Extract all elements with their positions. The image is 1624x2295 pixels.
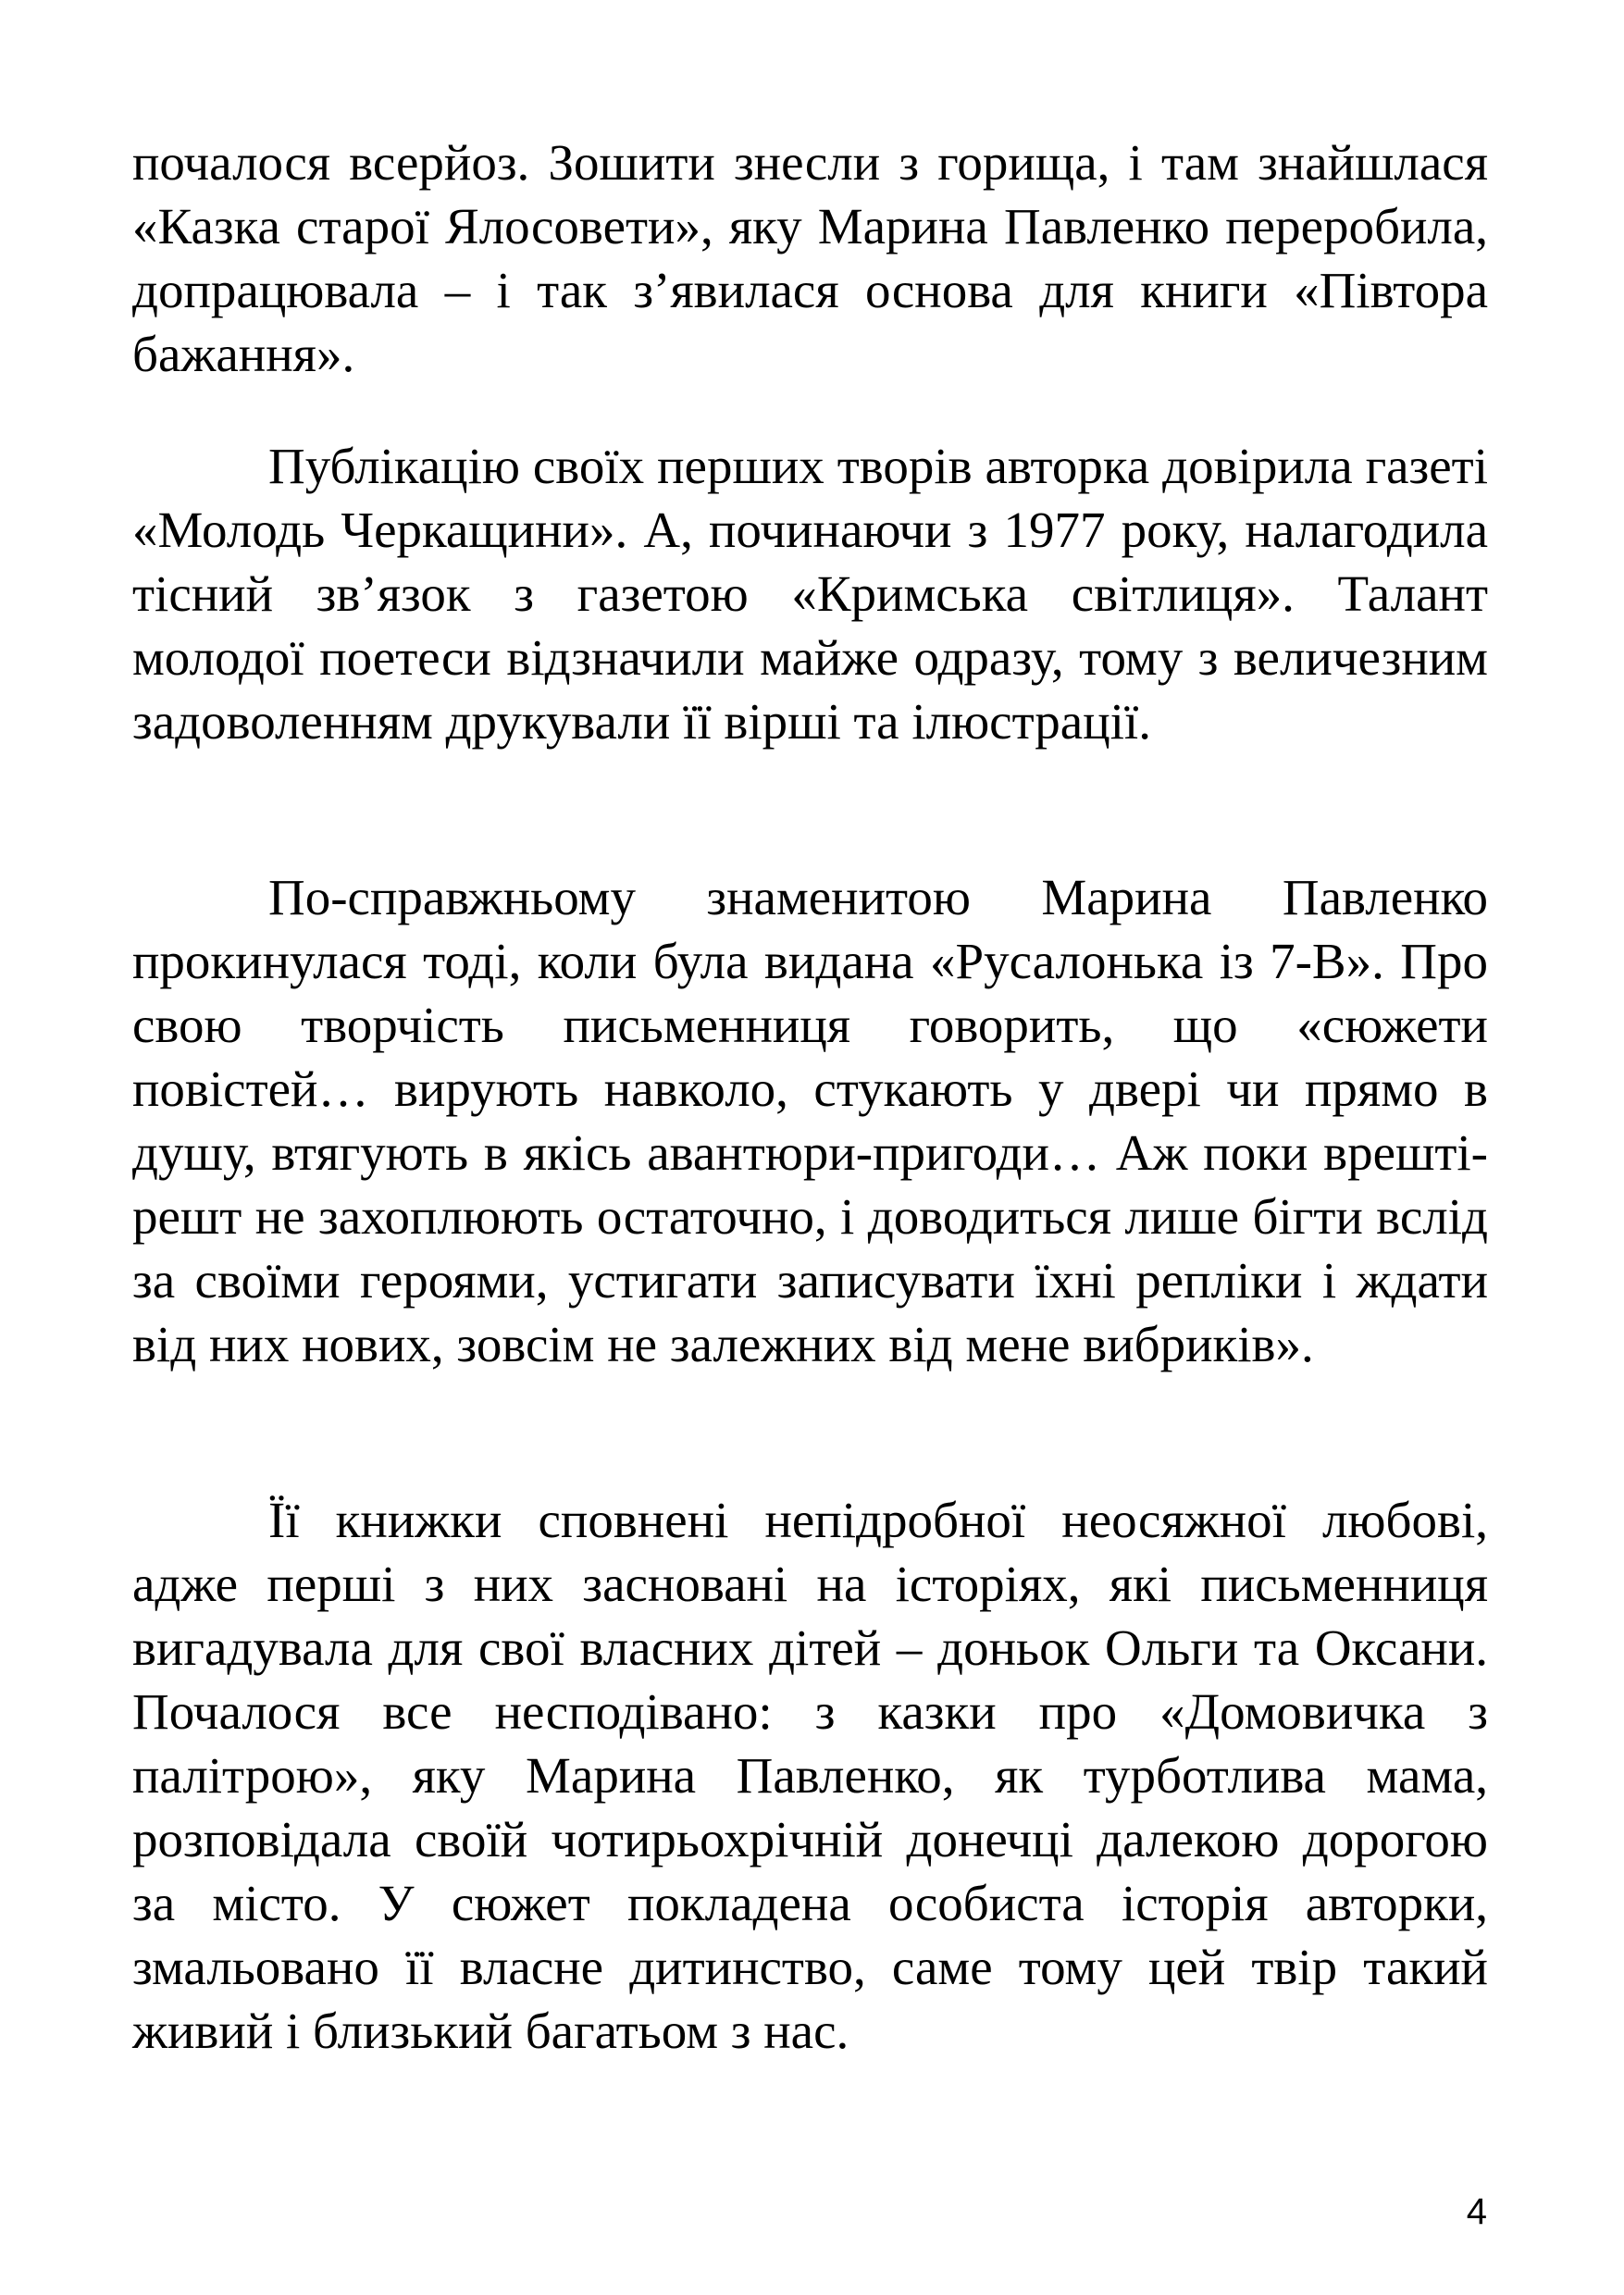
paragraph-4	[132, 1488, 1488, 2063]
paragraph-4-text: Її книжки сповнені непідробної неосяжної любові, адже перші з них засновані на історіях, які письменниця вигадувала для свої власних дітей – доньок Ольги та Оксани. Почалося все несподівано: з казки про «Домовичка з палітрою», яку Марина Павленко, як турботлива мама, розповідала своїй чотирьохрічній донечці далекою дорогою за місто. У сюжет покладена особиста історія авторки, змальовано її власне дитинство, саме тому цей твір такий живий і близький багатьом з нас.	[132, 1492, 1488, 2059]
paragraph-3	[132, 865, 1488, 1376]
paragraph-1-text: почалося всерйоз. Зошити знесли з горища, і там знайшлася «Казка старої Ялосовети», яку Марина Павленко переробила, допрацювала – і так з’явилася основа для книги «Півтора бажання».	[132, 134, 1488, 382]
paragraph-2-text: Публікацію своїх перших творів авторка довірила газеті «Молодь Черкащини». А, починаючи з 1977 року, налагодила тісний зв’язок з газетою «Кримська світлиця». Талант молодої поетеси відзначили майже одразу, тому з величезним задоволенням друкували її вірші та ілюстрації.	[132, 438, 1488, 750]
paragraph-3-text: По-справжньому знаменитою Марина Павленко прокинулася тоді, коли була видана «Русалонька із 7-В». Про свою творчість письменниця говорить, що «сюжети повістей… вирують навколо, стукають у двері чи прямо в душу, втягують в якісь авантюри-пригоди… Аж поки врешті-решт не захоплюють остаточно, і доводиться лише бігти вслід за своїми героями, устигати записувати їхні репліки і ждати від них нових, зовсім не залежних від мене вибриків».	[132, 869, 1488, 1372]
paragraph-2	[132, 434, 1488, 753]
page-number: 4	[1466, 2191, 1487, 2232]
paragraph-1	[132, 130, 1488, 386]
